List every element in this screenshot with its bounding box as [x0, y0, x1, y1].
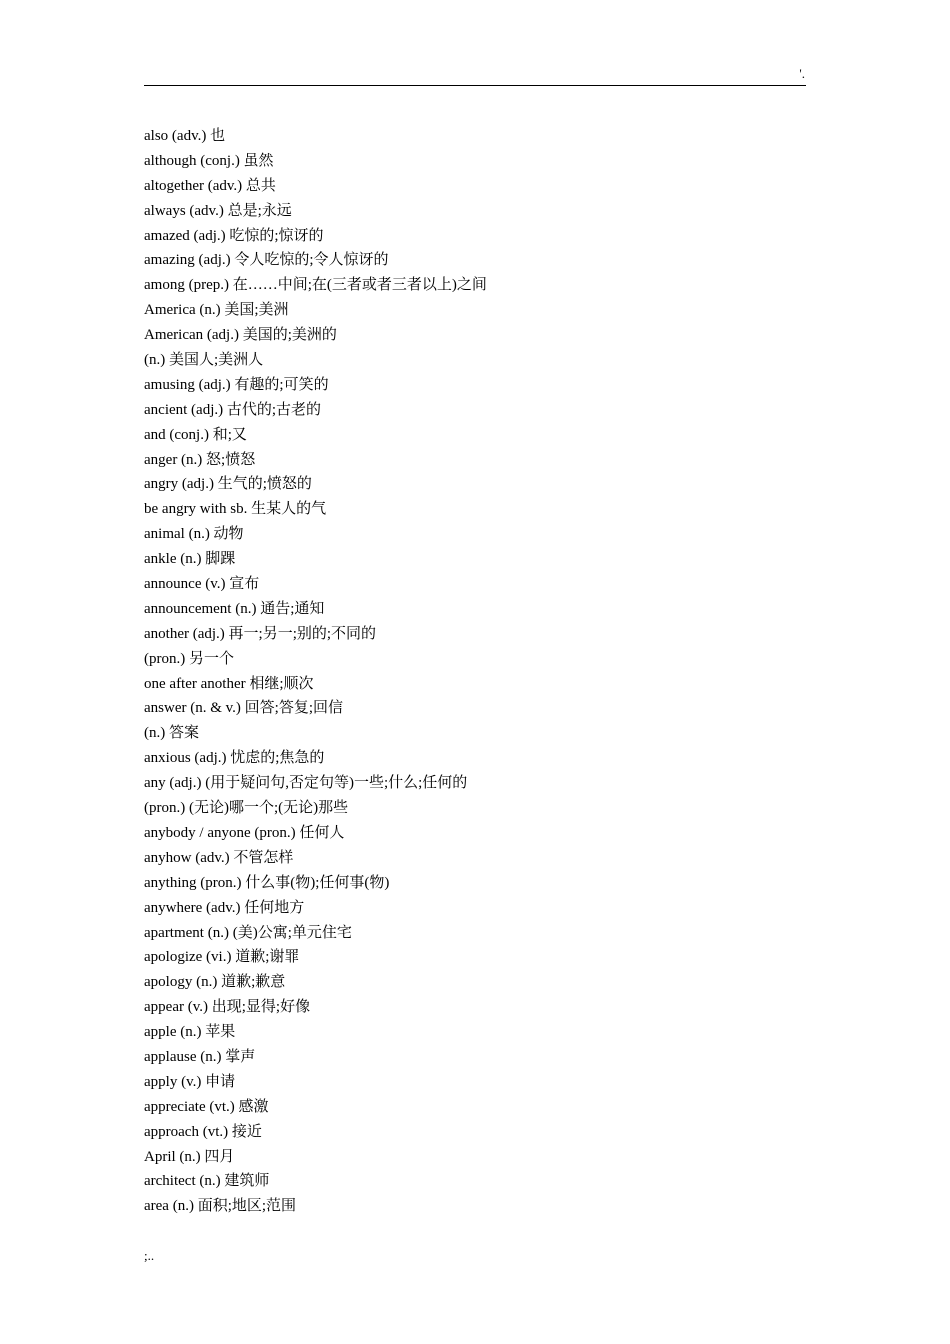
vocabulary-list	[144, 124, 487, 1219]
vocabulary-entry: although (conj.) 虽然	[144, 152, 274, 169]
vocabulary-entry: America (n.) 美国;美洲	[144, 302, 289, 319]
vocabulary-entry: any (adj.) (用于疑问句,否定句等)一些;什么;任何的	[144, 775, 468, 792]
header-rule	[144, 85, 806, 86]
vocabulary-entry: (n.) 美国人;美洲人	[144, 352, 264, 369]
vocabulary-entry: ancient (adj.) 古代的;古老的	[144, 401, 322, 418]
vocabulary-entry: amusing (adj.) 有趣的;可笑的	[144, 376, 329, 393]
vocabulary-entry: animal (n.) 动物	[144, 526, 244, 543]
vocabulary-entry: apply (v.) 申请	[144, 1073, 236, 1090]
vocabulary-entry: always (adv.) 总是;永远	[144, 202, 292, 219]
page-footer-mark: ;..	[144, 1248, 155, 1263]
page-header-mark: '.	[799, 66, 805, 81]
vocabulary-entry: another (adj.) 再一;另一;别的;不同的	[144, 625, 377, 642]
vocabulary-entry: anger (n.) 怒;愤怒	[144, 451, 256, 468]
vocabulary-entry: apartment (n.) (美)公寓;单元住宅	[144, 924, 352, 941]
vocabulary-entry: approach (vt.) 接近	[144, 1123, 262, 1140]
vocabulary-entry: American (adj.) 美国的;美洲的	[144, 327, 337, 344]
vocabulary-entry: apple (n.) 苹果	[144, 1024, 236, 1041]
vocabulary-entry: answer (n. & v.) 回答;答复;回信	[144, 700, 343, 717]
vocabulary-entry: anxious (adj.) 忧虑的;焦急的	[144, 750, 325, 767]
vocabulary-entry: announcement (n.) 通告;通知	[144, 600, 325, 617]
vocabulary-entry: apology (n.) 道歉;歉意	[144, 974, 286, 991]
vocabulary-entry: angry (adj.) 生气的;愤怒的	[144, 476, 312, 493]
vocabulary-entry: be angry with sb. 生某人的气	[144, 501, 327, 518]
vocabulary-entry: appreciate (vt.) 感激	[144, 1098, 269, 1115]
vocabulary-entry: amazed (adj.) 吃惊的;惊讶的	[144, 227, 324, 244]
vocabulary-entry: April (n.) 四月	[144, 1148, 235, 1165]
vocabulary-entry: appear (v.) 出现;显得;好像	[144, 999, 311, 1016]
vocabulary-entry: among (prep.) 在……中间;在(三者或者三者以上)之间	[144, 277, 487, 294]
vocabulary-entry: (pron.) 另一个	[144, 650, 234, 667]
vocabulary-entry: anybody / anyone (pron.) 任何人	[144, 824, 345, 841]
vocabulary-entry: anywhere (adv.) 任何地方	[144, 899, 305, 916]
vocabulary-entry: and (conj.) 和;又	[144, 426, 247, 443]
vocabulary-entry: ankle (n.) 脚踝	[144, 551, 236, 568]
vocabulary-entry: also (adv.) 也	[144, 128, 226, 144]
vocabulary-entry: amazing (adj.) 令人吃惊的;令人惊讶的	[144, 252, 389, 269]
vocabulary-entry: (n.) 答案	[144, 725, 199, 742]
vocabulary-entry: announce (v.) 宣布	[144, 576, 260, 593]
vocabulary-entry: altogether (adv.) 总共	[144, 177, 276, 194]
vocabulary-entry: architect (n.) 建筑师	[144, 1173, 270, 1190]
vocabulary-entry: one after another 相继;顺次	[144, 675, 314, 692]
vocabulary-entry: (pron.) (无论)哪一个;(无论)那些	[144, 800, 349, 817]
vocabulary-entry: anyhow (adv.) 不管怎样	[144, 849, 294, 866]
vocabulary-entry: apologize (vi.) 道歉;谢罪	[144, 949, 300, 966]
vocabulary-entry: area (n.) 面积;地区;范围	[144, 1198, 297, 1215]
vocabulary-entry: applause (n.) 掌声	[144, 1048, 256, 1065]
vocabulary-entry: anything (pron.) 什么事(物);任何事(物)	[144, 874, 390, 891]
